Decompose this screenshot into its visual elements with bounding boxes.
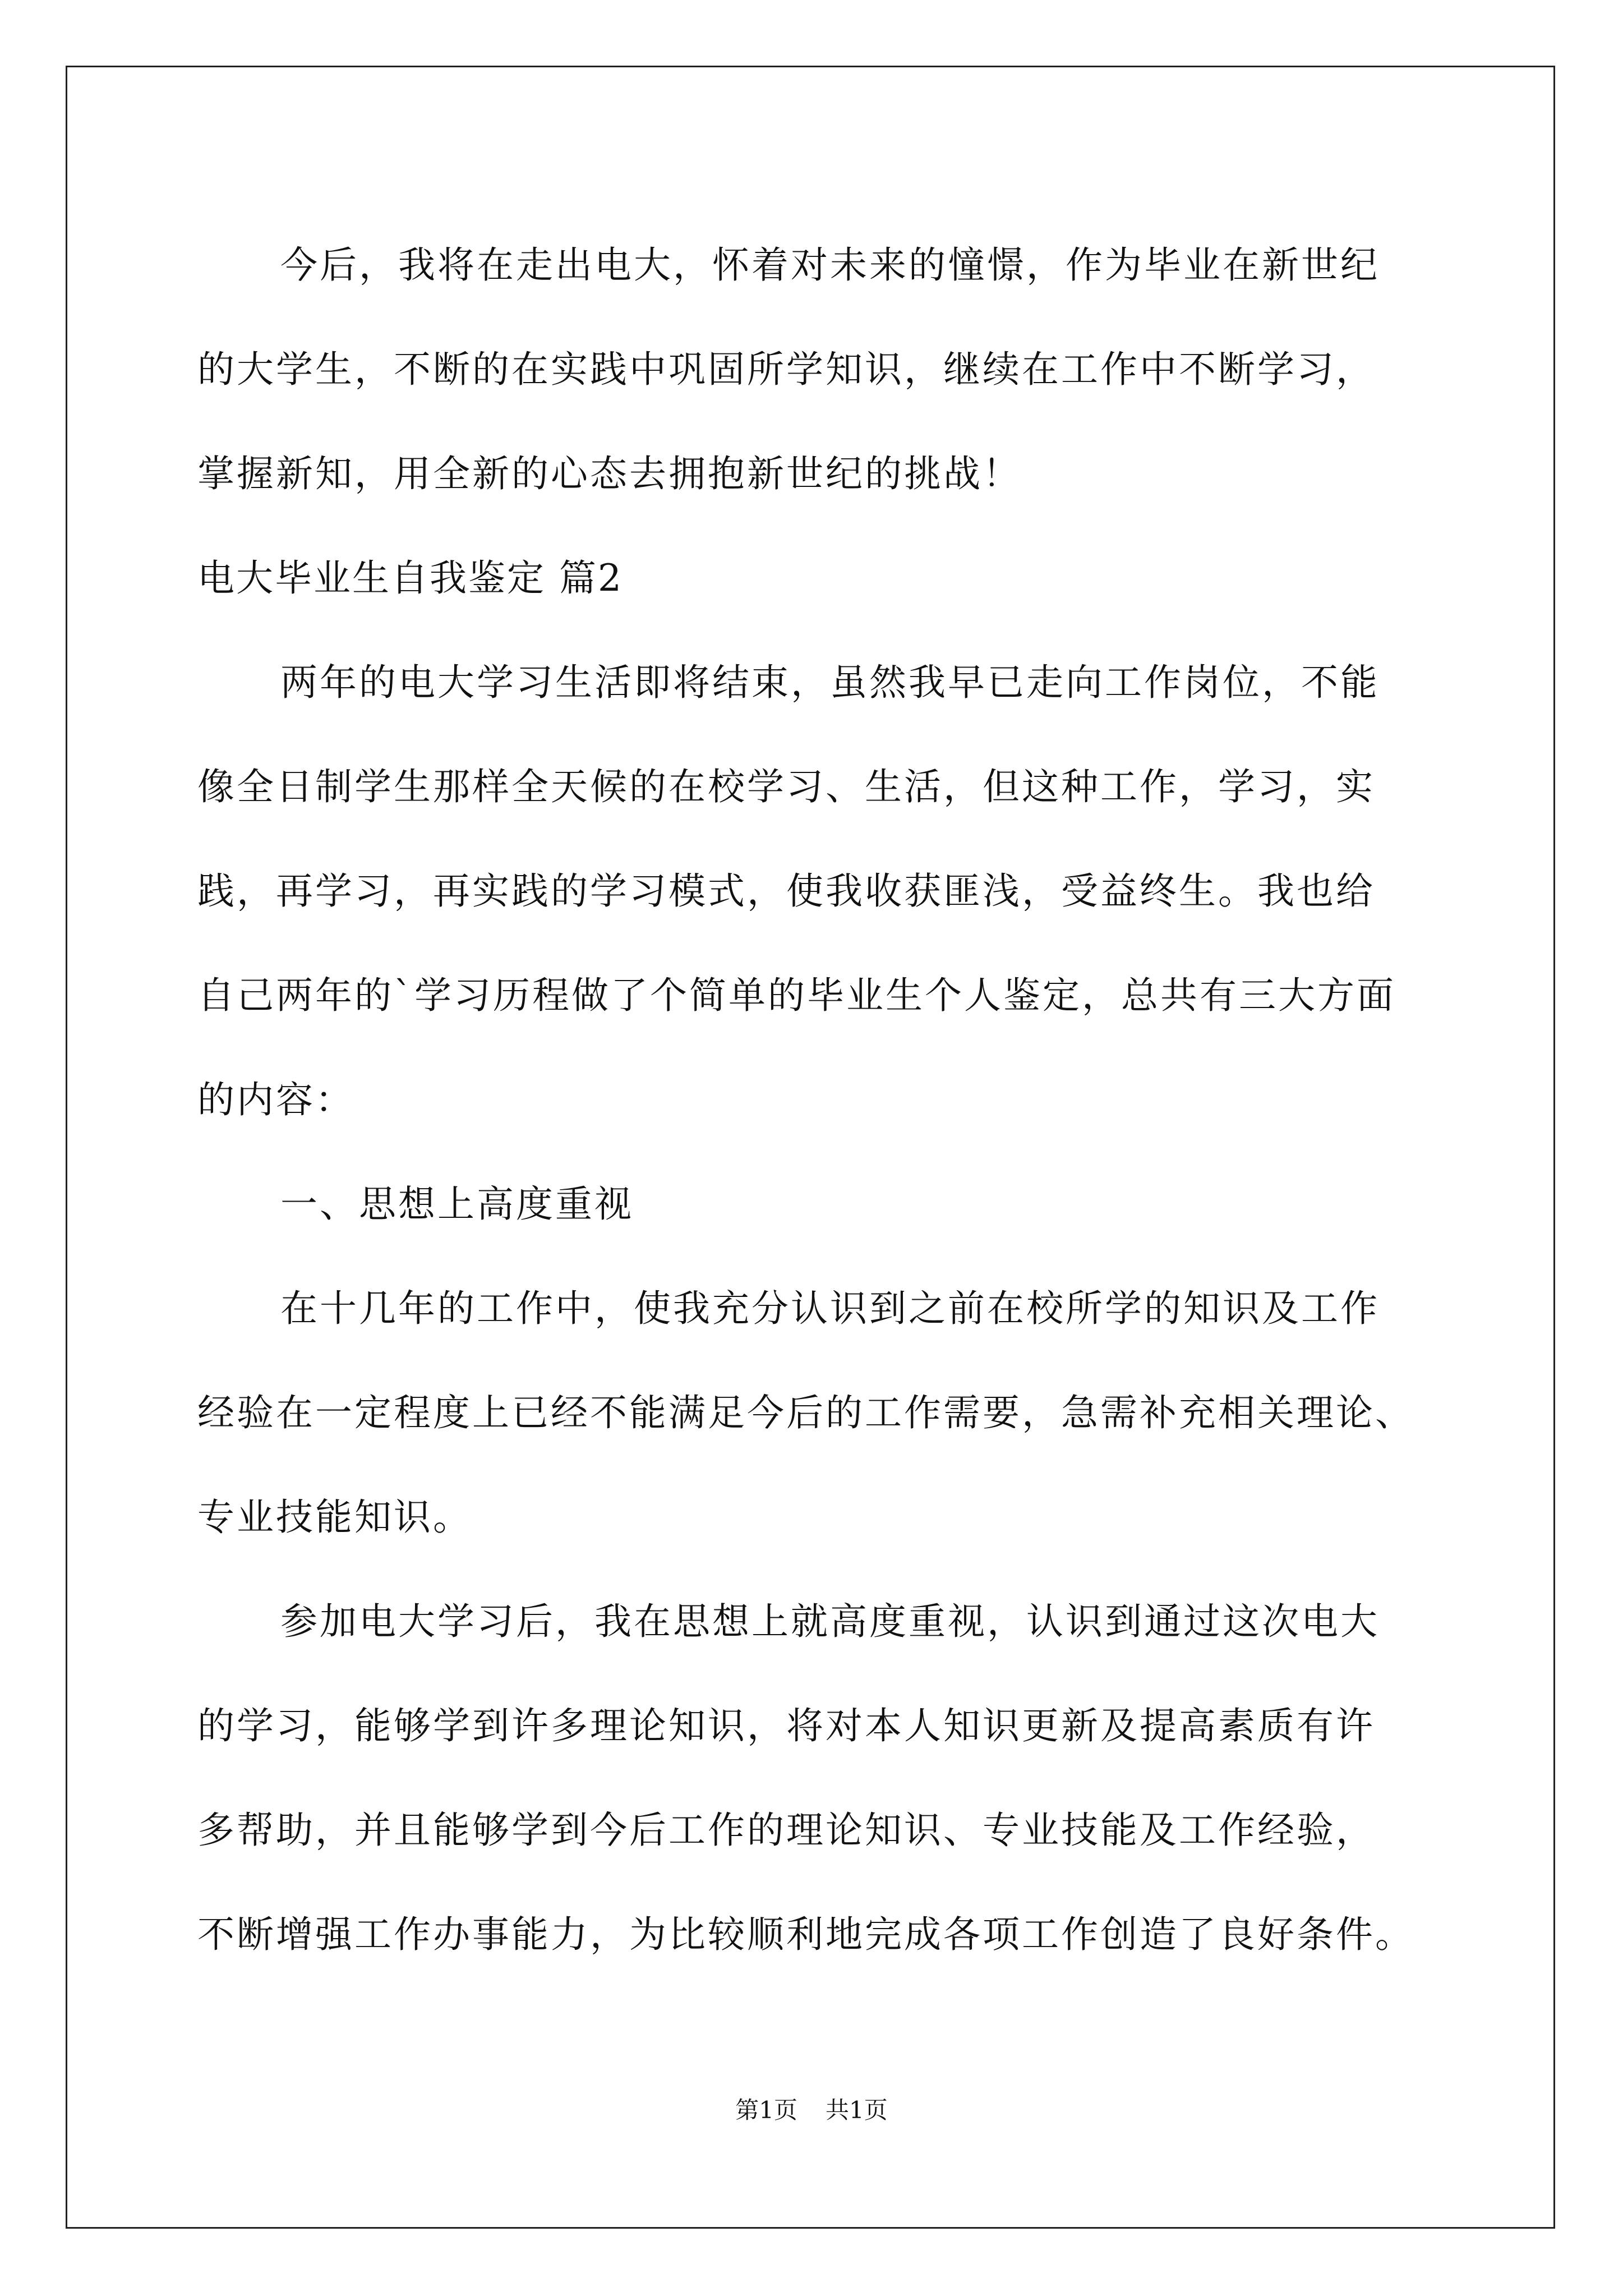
paragraph-line: 多帮助，并且能够学到今后工作的理论知识、专业技能及工作经验， bbox=[197, 1809, 1375, 1852]
paragraph-line: 专业技能知识。 bbox=[197, 1496, 472, 1539]
page-total: 共1页 bbox=[826, 2096, 888, 2124]
paragraph-line: 的内容： bbox=[197, 1078, 354, 1121]
paragraph-line: 的大学生，不断的在实践中巩固所学知识，继续在工作中不断学习， bbox=[197, 348, 1375, 391]
paragraph-line: 两年的电大学习生活即将结束，虽然我早已走向工作岗位，不能 bbox=[280, 661, 1380, 704]
section-heading: 电大毕业生自我鉴定 篇2 bbox=[197, 556, 623, 600]
subsection-heading: 一、思想上高度重视 bbox=[280, 1182, 634, 1226]
page-footer bbox=[0, 2093, 1623, 2127]
paragraph-line: 不断增强工作办事能力，为比较顺利地完成各项工作创造了良好条件。 bbox=[197, 1913, 1414, 1956]
paragraph-line: 的学习，能够学到许多理论知识，将对本人知识更新及提高素质有许 bbox=[197, 1704, 1375, 1747]
paragraph-line: 掌握新知，用全新的心态去拥抱新世纪的挑战！ bbox=[197, 452, 1022, 495]
paragraph-line: 像全日制学生那样全天候的在校学习、生活，但这种工作，学习，实 bbox=[197, 765, 1375, 808]
paragraph-line: 践，再学习，再实践的学习模式，使我收获匪浅，受益终生。我也给 bbox=[197, 869, 1375, 913]
paragraph-line: 经验在一定程度上已经不能满足今后的工作需要，急需补充相关理论、 bbox=[197, 1391, 1414, 1434]
paragraph-line: 在十几年的工作中，使我充分认识到之前在校所学的知识及工作 bbox=[280, 1287, 1380, 1330]
document-body bbox=[197, 213, 1431, 1987]
page-number: 第1页 bbox=[735, 2096, 797, 2124]
paragraph-line: 自己两年的`学习历程做了个简单的毕业生个人鉴定，总共有三大方面 bbox=[197, 974, 1396, 1017]
paragraph-line: 今后，我将在走出电大，怀着对未来的憧憬，作为毕业在新世纪 bbox=[280, 243, 1380, 287]
paragraph-line: 参加电大学习后，我在思想上就高度重视，认识到通过这次电大 bbox=[280, 1600, 1380, 1643]
